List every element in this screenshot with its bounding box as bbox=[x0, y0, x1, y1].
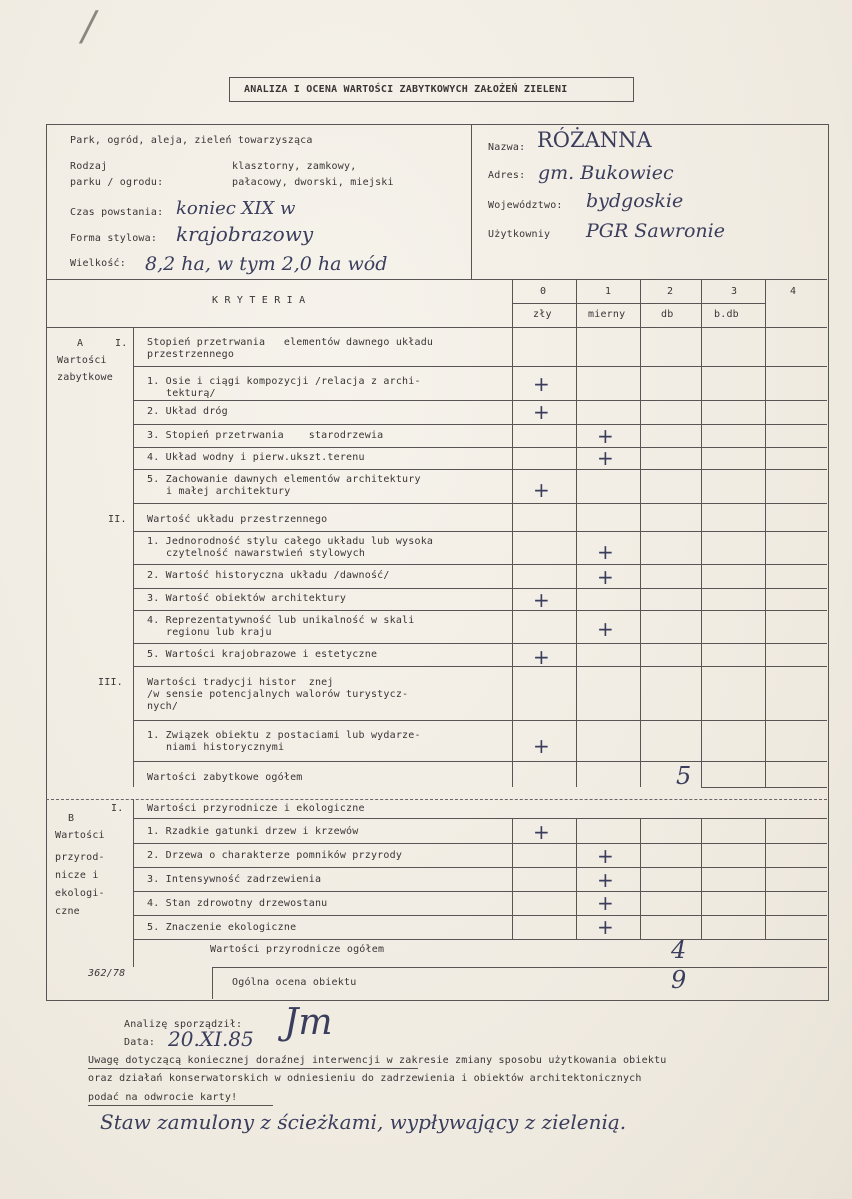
wojewodztwo-value: bydgoskie bbox=[586, 190, 684, 212]
section-a-roman: I. bbox=[115, 338, 128, 349]
row-line bbox=[212, 967, 827, 968]
adres-value: gm. Bukowiec bbox=[538, 162, 674, 184]
col-head-1: 1 bbox=[605, 286, 612, 297]
header-divider bbox=[471, 124, 472, 279]
item-b-1: 1. Rzadkie gatunki drzew i krzewów bbox=[147, 826, 359, 837]
czas-value: koniec XIX w bbox=[176, 198, 296, 219]
section-b-letter: B bbox=[68, 813, 75, 824]
col-label-2: db bbox=[661, 309, 674, 320]
section-break bbox=[46, 799, 827, 800]
uzytkownik-label: Użytkowniy bbox=[488, 229, 551, 240]
group2-title: Wartość układu przestrzennego bbox=[147, 514, 328, 525]
nazwa-value: RÓŻANNA bbox=[537, 128, 652, 152]
section-b-roman: I. bbox=[111, 803, 124, 814]
col-line-4-b bbox=[765, 818, 766, 939]
item-b-5: 5. Znaczenie ekologiczne bbox=[147, 922, 297, 933]
section-a-label-1: Wartości bbox=[57, 355, 107, 366]
section-a-total-value: 5 bbox=[676, 762, 692, 790]
col-label-1: mierny bbox=[588, 309, 626, 320]
row-line bbox=[133, 891, 827, 892]
mark-a2-1: + bbox=[597, 540, 614, 564]
head-mid-line bbox=[512, 303, 765, 304]
group3-title-3: nych/ bbox=[147, 701, 179, 712]
group3-roman: III. bbox=[98, 677, 123, 688]
group3-title-1: Wartości tradycji histor znej bbox=[147, 677, 334, 688]
section-b-label-3: nicze i bbox=[55, 870, 99, 881]
row-line bbox=[133, 588, 827, 589]
rodzaj-label-2: parku / ogrodu: bbox=[70, 177, 164, 188]
row-line bbox=[133, 720, 827, 721]
row-line bbox=[701, 787, 827, 788]
item-b-4: 4. Stan zdrowotny drzewostanu bbox=[147, 898, 328, 909]
item-a1-5: 5. Zachowanie dawnych elementów architektury bbox=[147, 474, 421, 485]
item-a2-1: 1. Jednorodność stylu całego układu lub wysoka bbox=[147, 536, 434, 547]
section-label-divider bbox=[133, 327, 134, 787]
date-label: Data: bbox=[124, 1037, 156, 1048]
col-line-0 bbox=[512, 279, 513, 787]
overall-code: 362/78 bbox=[88, 968, 126, 979]
mark-a2-2: + bbox=[597, 565, 614, 589]
group2-roman: II. bbox=[108, 514, 127, 525]
mark-b-5: + bbox=[597, 915, 614, 939]
item-a2-4b: regionu lub kraju bbox=[166, 627, 272, 638]
mark-a1-4: + bbox=[597, 446, 614, 470]
section-b-label-5: czne bbox=[55, 906, 80, 917]
mark-a1-2: + bbox=[533, 400, 550, 424]
item-a2-1b: czytelność nawarstwień stylowych bbox=[166, 548, 366, 559]
item-b-2: 2. Drzewa o charakterze pomników przyrody bbox=[147, 850, 403, 861]
row-line bbox=[133, 867, 827, 868]
mark-b-2: + bbox=[597, 844, 614, 868]
col-head-0: 0 bbox=[540, 286, 547, 297]
rodzaj-options-2: pałacowy, dworski, miejski bbox=[232, 177, 394, 188]
overall-divider bbox=[212, 967, 213, 999]
item-a3-1b: niami historycznymi bbox=[166, 742, 285, 753]
czas-label: Czas powstania: bbox=[70, 207, 164, 218]
col-line-3-b bbox=[701, 818, 702, 939]
row-line bbox=[133, 400, 827, 401]
adres-label: Adres: bbox=[488, 170, 526, 181]
group1-title-1: Stopień przetrwania elementów dawnego układu bbox=[147, 337, 434, 348]
section-a-label-2: zabytkowe bbox=[57, 372, 113, 383]
col-head-3: 3 bbox=[731, 286, 738, 297]
col-line-2 bbox=[640, 279, 641, 787]
item-a1-3: 3. Stopień przetrwania starodrzewia bbox=[147, 430, 384, 441]
row-line bbox=[133, 939, 827, 940]
col-line-3 bbox=[701, 279, 702, 787]
note-line-2: oraz działań konserwatorskich w odniesieniu do zadrzewienia i obiektów architektonicznych bbox=[88, 1073, 642, 1084]
item-b-3: 3. Intensywność zadrzewienia bbox=[147, 874, 322, 885]
mark-b-1: + bbox=[533, 820, 550, 844]
note-line-3: podać na odwrocie karty! bbox=[88, 1092, 238, 1103]
item-a2-4: 4. Reprezentatywność lub unikalność w skali bbox=[147, 615, 415, 626]
wielkosc-label: Wielkość: bbox=[70, 258, 126, 269]
uzytkownik-value: PGR Sawronie bbox=[586, 220, 725, 242]
row-line bbox=[133, 503, 827, 504]
mark-a1-3: + bbox=[597, 424, 614, 448]
wojewodztwo-label: Województwo: bbox=[488, 200, 563, 211]
group3-title-2: /w sensie potencjalnych walorów turystycz- bbox=[147, 689, 409, 700]
mark-a2-3: + bbox=[533, 588, 550, 612]
col-line-1 bbox=[576, 279, 577, 787]
row-line bbox=[133, 469, 827, 470]
item-a2-3: 3. Wartość obiektów architektury bbox=[147, 593, 347, 604]
section-b-label-1: Wartości bbox=[55, 830, 105, 841]
row-line bbox=[133, 761, 827, 762]
row-line bbox=[133, 843, 827, 844]
mark-a3-1: + bbox=[533, 734, 550, 758]
item-a2-5: 5. Wartości krajobrazowe i estetyczne bbox=[147, 649, 378, 660]
item-a1-1: 1. Osie i ciągi kompozycji /relacja z archi- bbox=[147, 376, 421, 387]
overall-value: 9 bbox=[671, 966, 687, 994]
date-value: 20.XI.85 bbox=[168, 1027, 254, 1051]
row-line bbox=[133, 366, 827, 367]
nazwa-label: Nazwa: bbox=[488, 142, 526, 153]
section-b-group-title: Wartości przyrodnicze i ekologiczne bbox=[147, 803, 365, 814]
row-line bbox=[133, 610, 827, 611]
forma-label: Forma stylowa: bbox=[70, 233, 158, 244]
head-bottom-line bbox=[46, 327, 827, 328]
row-line bbox=[133, 915, 827, 916]
section-a-letter: A bbox=[77, 338, 84, 349]
mark-a1-1: + bbox=[533, 372, 550, 396]
page-title: ANALIZA I OCENA WARTOŚCI ZABYTKOWYCH ZAŁOŻEŃ ZIELENI bbox=[244, 84, 568, 95]
item-a1-5b: i małej architektury bbox=[166, 486, 291, 497]
pencil-mark: / bbox=[82, 4, 96, 50]
item-a1-1b: tekturą/ bbox=[166, 388, 216, 399]
row-line bbox=[133, 564, 827, 565]
col-head-extra: 4 bbox=[790, 286, 797, 297]
row-line bbox=[133, 643, 827, 644]
row-line bbox=[133, 818, 827, 819]
mark-b-4: + bbox=[597, 891, 614, 915]
overall-label: Ogólna ocena obiektu bbox=[232, 977, 357, 988]
section-b-total-label: Wartości przyrodnicze ogółem bbox=[210, 944, 385, 955]
wielkosc-value: 8,2 ha, w tym 2,0 ha wód bbox=[145, 253, 388, 275]
header-separator bbox=[46, 279, 827, 280]
row-line bbox=[133, 424, 827, 425]
col-line-4 bbox=[765, 279, 766, 787]
mark-a2-5: + bbox=[533, 645, 550, 669]
item-a1-2: 2. Układ dróg bbox=[147, 406, 228, 417]
handwritten-note: Staw zamulony z ścieżkami, wypływający z zielenią. bbox=[100, 1110, 627, 1134]
item-a3-1: 1. Związek obiektu z postaciami lub wydarze- bbox=[147, 730, 421, 741]
row-line bbox=[133, 447, 827, 448]
col-head-2: 2 bbox=[667, 286, 674, 297]
note-line-1: Uwagę dotyczącą koniecznej doraźnej interwencji w zakresie zmiany sposobu użytkowania obiektu bbox=[88, 1055, 667, 1066]
park-type-line: Park, ogród, aleja, zieleń towarzysząca bbox=[70, 135, 313, 146]
section-a-total-label: Wartości zabytkowe ogółem bbox=[147, 772, 303, 783]
col-label-0: zły bbox=[533, 309, 552, 320]
item-a1-4: 4. Układ wodny i pierw.ukszt.terenu bbox=[147, 452, 365, 463]
kryteria-heading: K R Y T E R I A bbox=[212, 295, 306, 306]
col-label-3: b.db bbox=[714, 309, 739, 320]
rodzaj-label: Rodzaj bbox=[70, 161, 108, 172]
group1-title-2: przestrzennego bbox=[147, 349, 235, 360]
mark-a1-5: + bbox=[533, 478, 550, 502]
analyst-label: Analizę sporządził: bbox=[124, 1019, 243, 1030]
section-b-label-2: przyrod- bbox=[55, 852, 105, 863]
row-line bbox=[133, 666, 827, 667]
mark-a2-4: + bbox=[597, 617, 614, 641]
col-line-0-b bbox=[512, 818, 513, 939]
section-label-divider-b bbox=[133, 799, 134, 967]
rodzaj-options-1: klasztorny, zamkowy, bbox=[232, 161, 357, 172]
row-line bbox=[133, 531, 827, 532]
note-underline bbox=[88, 1068, 418, 1069]
forma-value: krajobrazowy bbox=[176, 222, 314, 246]
col-line-2-b bbox=[640, 818, 641, 939]
section-b-label-4: ekologi- bbox=[55, 888, 105, 899]
col-line-1-b bbox=[576, 818, 577, 939]
note-underline-3 bbox=[88, 1105, 273, 1106]
item-a2-2: 2. Wartość historyczna układu /dawność/ bbox=[147, 570, 390, 581]
section-b-total-value: 4 bbox=[671, 936, 687, 964]
mark-b-3: + bbox=[597, 868, 614, 892]
analyst-signature: Jm bbox=[284, 1002, 333, 1043]
